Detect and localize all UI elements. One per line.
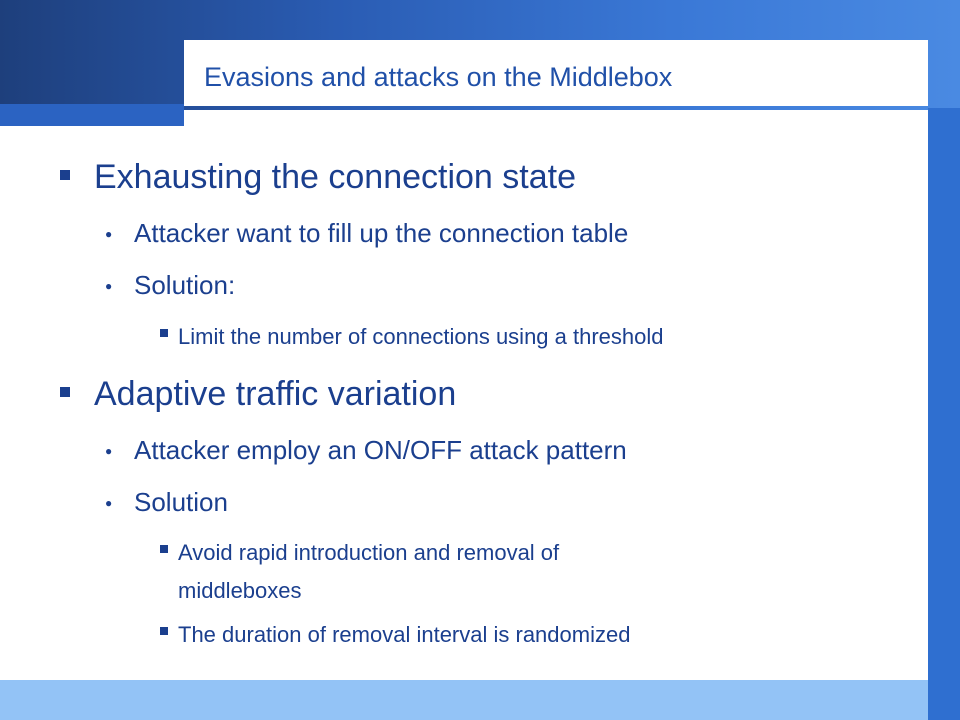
bullet-text: Solution: [134, 487, 228, 517]
square-bullet-icon: [160, 329, 168, 337]
square-bullet-icon: [60, 170, 70, 180]
bullet-text: Exhausting the connection state: [94, 158, 576, 196]
circle-bullet-icon: ●: [105, 496, 113, 510]
circle-bullet-icon: ●: [105, 279, 113, 293]
footer-band: [0, 680, 928, 720]
bullet-text: Adaptive traffic variation: [94, 375, 457, 413]
bullet-text-continued: middleboxes: [178, 578, 302, 603]
square-bullet-icon: [60, 387, 70, 397]
bullet-text: Attacker want to fill up the connection table: [134, 218, 629, 248]
bullet-text: Avoid rapid introduction and removal of: [178, 540, 560, 565]
bullet-text: Solution:: [134, 270, 236, 300]
bullet-text: Attacker employ an ON/OFF attack pattern: [134, 435, 627, 465]
square-bullet-icon: [160, 545, 168, 553]
bullet-text: The duration of removal interval is randomized: [178, 622, 631, 647]
circle-bullet-icon: ●: [105, 227, 113, 241]
square-bullet-icon: [160, 627, 168, 635]
circle-bullet-icon: ●: [105, 444, 113, 458]
bullet-text: Limit the number of connections using a threshold: [178, 324, 664, 349]
slide-title: Evasions and attacks on the Middlebox: [204, 62, 673, 92]
